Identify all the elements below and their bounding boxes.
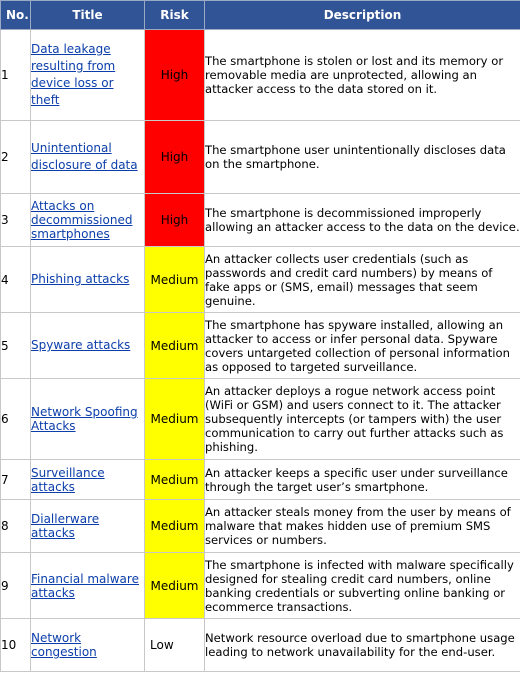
table-row [1, 460, 520, 500]
row-number: 2 [1, 121, 31, 194]
table-row [1, 121, 520, 194]
row-number: 7 [1, 460, 31, 500]
header-title: Title [31, 1, 145, 30]
row-title-cell [31, 379, 145, 460]
row-title-link[interactable]: Spyware attacks [31, 338, 131, 352]
risk-badge-medium: Medium [145, 313, 205, 379]
row-description: The smartphone has spyware installed, allowing an attacker to access or infer personal data. Spyware covers untargeted collection of personal information as opposed to targeted surveillance. [205, 313, 520, 379]
header-row [1, 1, 520, 30]
row-description: An attacker keeps a specific user under surveillance through the target user’s smartphone. [205, 460, 520, 500]
row-title-link[interactable]: Unintentional disclosure of data [31, 141, 138, 172]
row-title-link[interactable]: Surveillance attacks [31, 465, 105, 494]
table-row [1, 194, 520, 247]
row-number: 10 [1, 619, 31, 672]
risk-badge-medium: Medium [145, 247, 205, 313]
row-title-link[interactable]: Attacks on decommissioned smartphones [31, 199, 133, 241]
row-description: The smartphone is stolen or lost and its memory or removable media are unprotected, allowing an attacker access to the data stored on it. [205, 30, 520, 121]
risk-badge-high: High [145, 30, 205, 121]
header-no: No. [1, 1, 31, 30]
risk-badge-high: High [145, 194, 205, 247]
row-title-cell [31, 553, 145, 619]
risk-badge-medium: Medium [145, 460, 205, 500]
row-description: The smartphone is decommissioned improperly allowing an attacker access to the data on the device. [205, 194, 520, 247]
row-title-cell [31, 194, 145, 247]
row-description: An attacker steals money from the user by means of malware that makes hidden use of premium SMS services or numbers. [205, 500, 520, 553]
row-title-link[interactable]: Network Spoofing Attacks [31, 405, 138, 433]
row-title-link[interactable]: Network congestion [31, 631, 97, 659]
row-description: The smartphone user unintentionally discloses data on the smartphone. [205, 121, 520, 194]
table-row [1, 30, 520, 121]
header-risk: Risk [145, 1, 205, 30]
row-number: 6 [1, 379, 31, 460]
risk-badge-high: High [145, 121, 205, 194]
row-title-cell [31, 121, 145, 194]
row-title-cell [31, 460, 145, 500]
row-number: 3 [1, 194, 31, 247]
row-title-link[interactable]: Phishing attacks [31, 272, 130, 286]
row-number: 4 [1, 247, 31, 313]
risk-badge-medium: Medium [145, 553, 205, 619]
row-title-link[interactable]: Diallerware attacks [31, 512, 100, 540]
table-row [1, 247, 520, 313]
row-number: 5 [1, 313, 31, 379]
table-row [1, 500, 520, 553]
risk-badge-medium: Medium [145, 500, 205, 553]
row-number: 8 [1, 500, 31, 553]
risk-badge-medium: Medium [145, 379, 205, 460]
row-title-cell [31, 30, 145, 121]
row-description: The smartphone is infected with malware specifically designed for stealing credit card numbers, online banking credentials or subverting online banking or ecommerce transactions. [205, 553, 520, 619]
table-row [1, 379, 520, 460]
row-description: An attacker collects user credentials (such as passwords and credit card numbers) by means of fake apps or (SMS, email) messages that seem genuine. [205, 247, 520, 313]
row-title-cell [31, 313, 145, 379]
header-description: Description [205, 1, 520, 30]
row-title-cell [31, 500, 145, 553]
risk-badge-low: Low [145, 619, 205, 672]
row-title-cell [31, 619, 145, 672]
table-row [1, 619, 520, 672]
row-number: 9 [1, 553, 31, 619]
row-title-link[interactable]: Financial malware attacks [31, 571, 139, 600]
row-description: An attacker deploys a rogue network access point (WiFi or GSM) and users connect to it. The attacker subsequently intercepts (or tampers with) the user communication to carry out further attacks such as phishing. [205, 379, 520, 460]
row-number: 1 [1, 30, 31, 121]
row-title-cell [31, 247, 145, 313]
table-row [1, 313, 520, 379]
table-row [1, 553, 520, 619]
row-description: Network resource overload due to smartphone usage leading to network unavailability for the end-user. [205, 619, 520, 672]
row-title-link[interactable]: Data leakage resulting from device loss or theft [31, 42, 116, 107]
